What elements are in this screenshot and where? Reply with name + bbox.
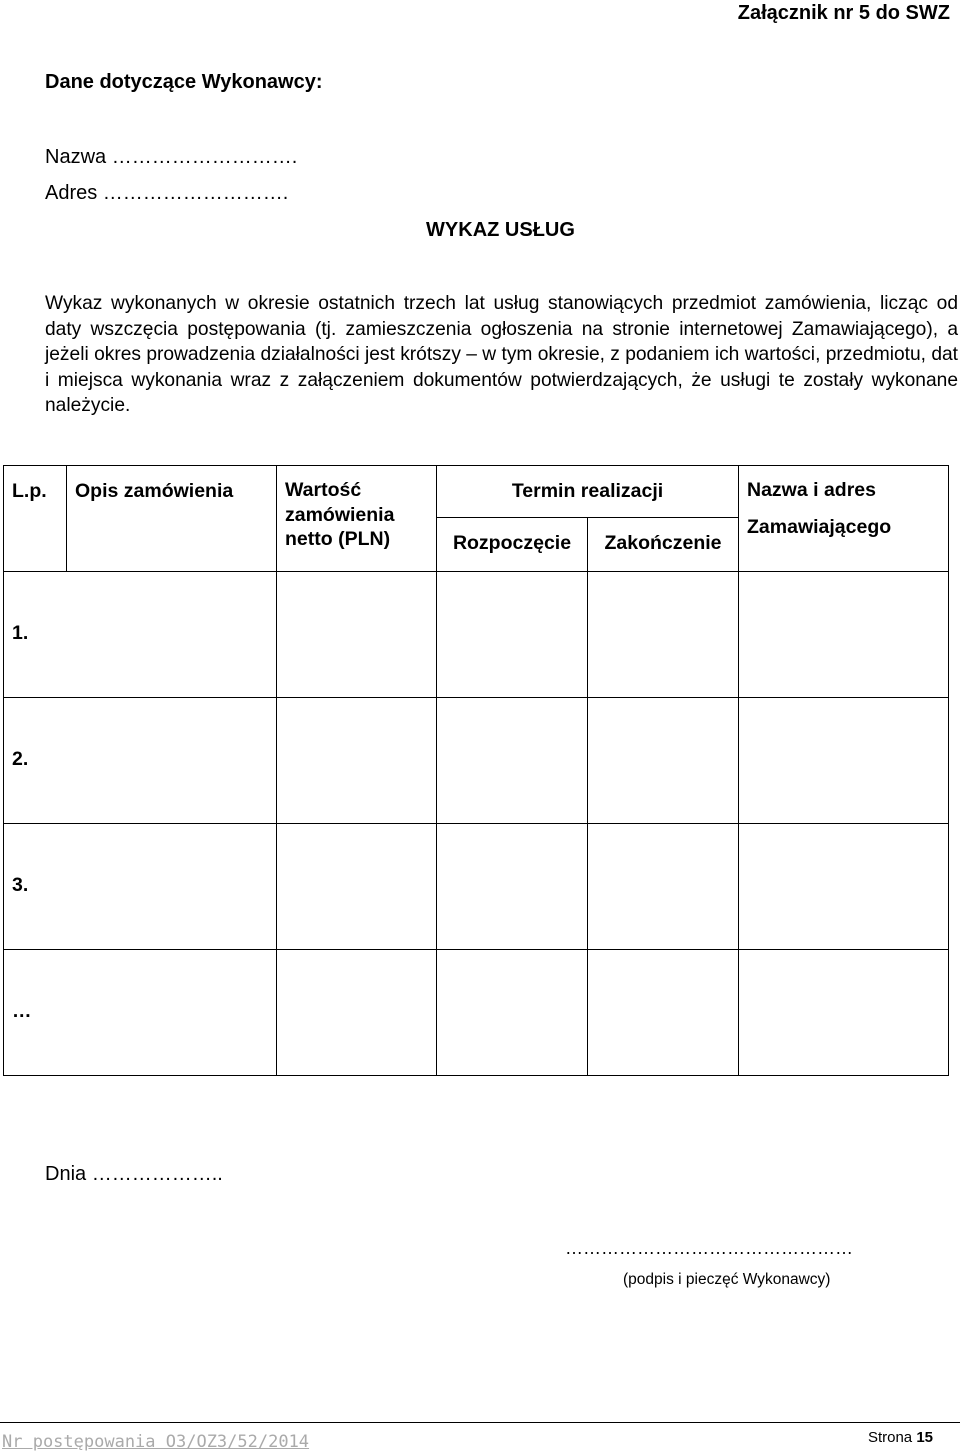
header-lp: L.p. (12, 480, 47, 502)
row-number-cell (4, 572, 67, 698)
intro-paragraph: Wykaz wykonanych w okresie ostatnich trzech lat usług stanowiących przedmiot zamówienia, licząc od daty wszczęcia postępowania (tj. zamieszczenia ogłoszenia na stronie internetowej Zamawiającego), a jeżeli okres prowadzenia działalności jest krótszy – w tym okresie, z podaniem ich wartości, przedmiotu, dat i miejsca wykonania wraz z załączeniem dokumentów potwierdzających, że usługi te zostały wykonane należycie. (45, 293, 958, 416)
header-client-line2: Zamawiającego (747, 516, 892, 538)
header-term-cell (437, 466, 739, 518)
services-table (3, 465, 949, 1076)
header-client-line1: Nazwa i adres (747, 479, 876, 501)
table-row (4, 698, 949, 824)
header-start-cell (437, 518, 588, 572)
signature-line: ………………………………………… (565, 1238, 853, 1258)
page-number: 15 (916, 1429, 933, 1446)
row-number: 3. (12, 874, 29, 896)
header-value-line2: zamówienia (285, 503, 395, 526)
footer-divider (0, 1422, 960, 1423)
row-number-cell (4, 698, 67, 824)
header-description-cell (67, 466, 277, 572)
footer-reference: Nr postępowania O3/OZ3/52/2014 (2, 1432, 310, 1452)
date-field: Dnia ……………….. (45, 1163, 223, 1185)
header-term: Termin realizacji (511, 480, 664, 502)
document-title: WYKAZ USŁUG (426, 219, 575, 241)
header-lp-cell (4, 466, 67, 572)
table-row (4, 572, 949, 698)
annex-label: Załącznik nr 5 do SWZ (737, 2, 950, 24)
page-number-label (868, 1429, 933, 1446)
contractor-section-title: Dane dotyczące Wykonawcy: (45, 71, 323, 93)
table-row (4, 950, 949, 1076)
signature-caption: (podpis i pieczęć Wykonawcy) (623, 1271, 831, 1288)
row-number: … (12, 1000, 32, 1022)
page-label: Strona (867, 1429, 913, 1446)
table-row (4, 824, 949, 950)
header-start: Rozpoczęcie (452, 532, 572, 554)
header-description: Opis zamówienia (75, 480, 234, 502)
row-number-cell (4, 824, 67, 950)
contractor-address-field: Adres ………………………. (45, 182, 289, 204)
header-value-cell (277, 466, 437, 572)
row-number: 2. (12, 748, 29, 770)
header-end-cell (588, 518, 739, 572)
header-value-line3: netto (PLN) (285, 528, 391, 550)
row-number: 1. (12, 622, 29, 644)
header-client-cell (739, 466, 949, 572)
contractor-name-field: Nazwa ………………………. (45, 146, 298, 168)
row-number-cell (4, 950, 67, 1076)
header-end: Zakończenie (604, 532, 722, 554)
table-header-row (4, 466, 949, 518)
header-value-line1: Wartość (285, 479, 362, 501)
